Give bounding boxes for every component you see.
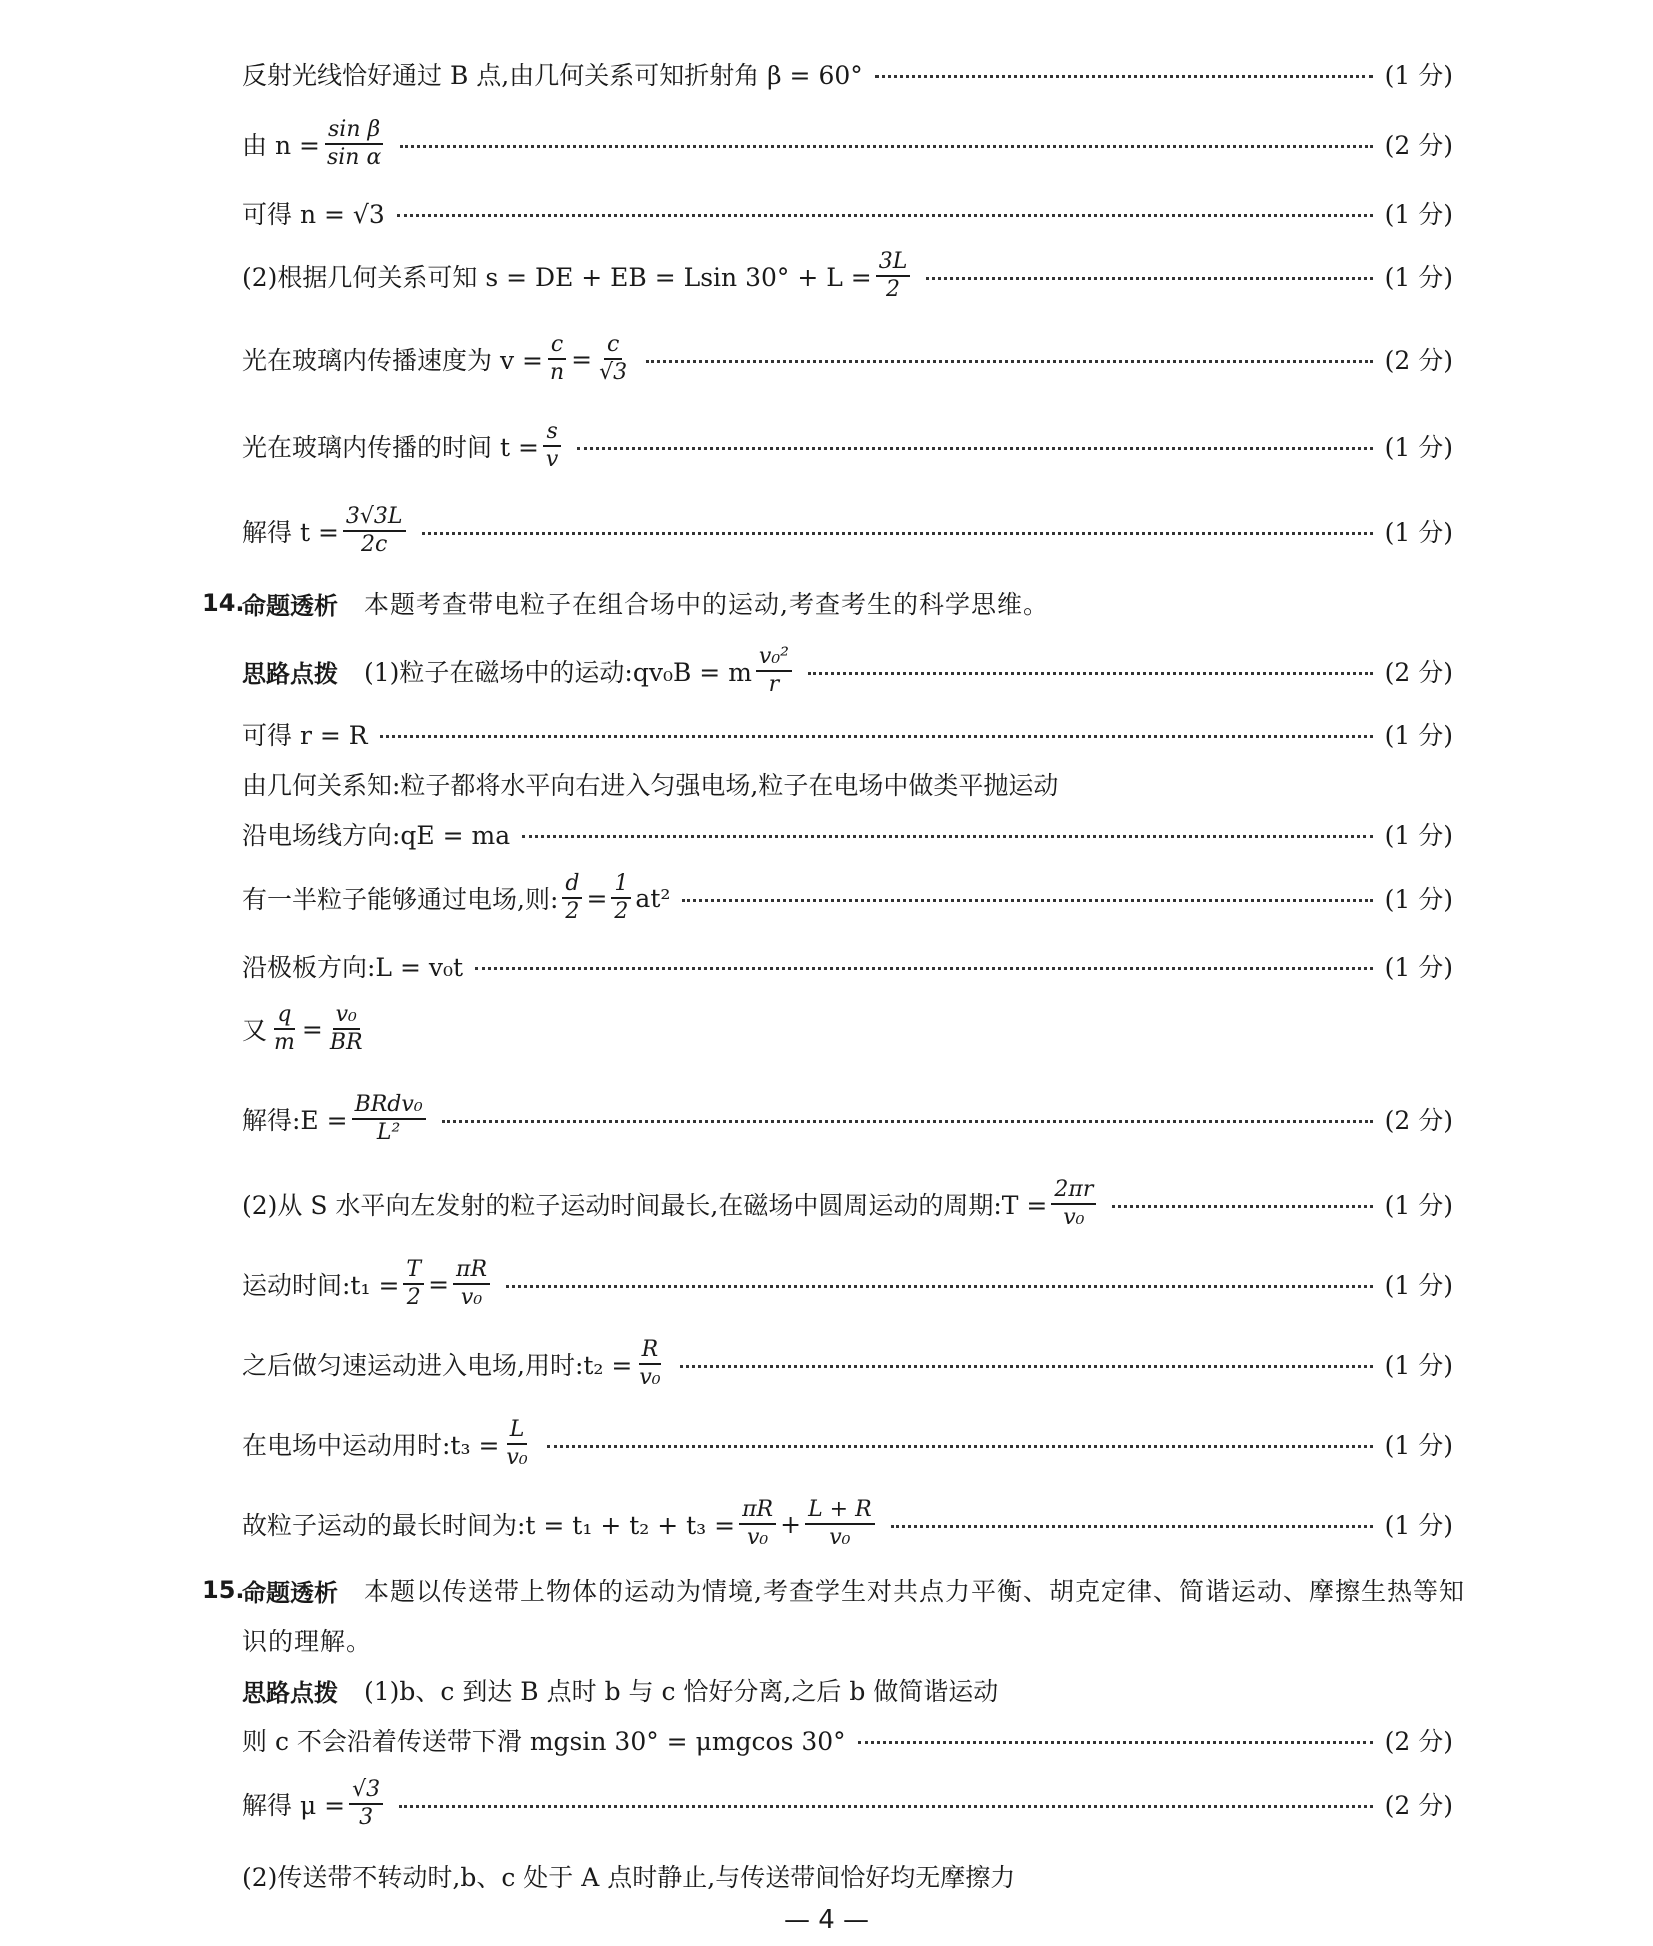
dot-leader — [522, 835, 1372, 838]
score-label: (1 分) — [1384, 263, 1453, 293]
line-text: 解得:E = — [242, 1106, 348, 1136]
line-text: 在电场中运动用时:t₃ = — [242, 1431, 500, 1461]
solution-line — [242, 505, 1453, 557]
fraction-numerator: 3√3L — [343, 505, 406, 532]
dot-leader — [875, 75, 1373, 78]
dot-leader — [442, 1120, 1373, 1123]
fraction — [611, 872, 631, 924]
line-text: (2)从 S 水平向左发射的粒子运动时间最长,在磁场中圆周运动的周期:T = — [242, 1191, 1048, 1221]
fraction — [805, 1498, 875, 1550]
solution-line — [242, 1498, 1453, 1550]
page-number: — 4 — — [783, 1905, 870, 1935]
fraction-denominator: v₀ — [1063, 1205, 1085, 1231]
score-label: (1 分) — [1384, 1271, 1453, 1301]
fraction — [756, 645, 792, 697]
score-label: (2 分) — [1384, 658, 1453, 688]
question-number: 15. — [202, 1576, 245, 1604]
solution-line — [242, 1258, 1453, 1310]
line-text: 沿极板方向:L = v₀t — [242, 953, 464, 982]
fraction — [403, 1258, 424, 1310]
line-text: 识的理解。 — [242, 1627, 373, 1656]
fraction-denominator: v₀ — [746, 1525, 769, 1551]
score-label: (1 分) — [1384, 1511, 1453, 1541]
fraction — [271, 1003, 298, 1055]
solution-line — [242, 56, 1453, 92]
fraction-numerator: q — [274, 1003, 294, 1030]
line-text: at² — [635, 883, 671, 913]
fraction-denominator: 2 — [886, 277, 901, 303]
dot-leader — [547, 1445, 1373, 1448]
solution-line — [242, 250, 1453, 302]
fraction-numerator: πR — [739, 1498, 776, 1525]
solution-line — [242, 1622, 1503, 1658]
line-text: 则 c 不会沿着传送带下滑 mgsin 30° = μmgcos 30° — [242, 1727, 846, 1756]
dot-leader — [808, 672, 1373, 675]
solution-line — [242, 948, 1453, 984]
solution-line — [242, 420, 1453, 472]
fraction — [636, 1338, 663, 1390]
line-text: 本题以传送带上物体的运动为情境,考查学生对共点力平衡、胡克定律、简谐运动、摩擦生热等知 — [364, 1577, 1465, 1606]
solution-line — [242, 195, 1453, 231]
fraction — [876, 250, 911, 302]
fraction-numerator: 1 — [611, 872, 631, 899]
line-text: 沿电场线方向:qE = ma — [242, 821, 511, 850]
fraction — [739, 1498, 776, 1550]
line-text: 本题考查带电粒子在组合场中的运动,考查考生的科学思维。 — [364, 590, 1049, 619]
fraction — [562, 872, 582, 924]
line-text: 由 n = — [242, 131, 320, 161]
fraction — [1051, 1178, 1096, 1230]
solution-line — [242, 333, 1453, 385]
solution-line — [242, 1093, 1453, 1145]
fraction-numerator: T — [403, 1258, 424, 1285]
line-text: 运动时间:t₁ = — [242, 1271, 400, 1301]
section-heading: 命题透析 — [242, 1578, 338, 1607]
line-text: 有一半粒子能够通过电场,则: — [242, 885, 559, 915]
solution-line — [242, 1778, 1453, 1830]
fraction-denominator: v₀ — [639, 1365, 661, 1391]
fraction-denominator: 3 — [359, 1805, 374, 1831]
fraction-numerator: √3 — [349, 1778, 383, 1805]
dot-leader — [577, 447, 1372, 450]
question-heading-15 — [202, 1572, 1503, 1608]
fraction-numerator: L — [507, 1418, 528, 1445]
solution-line — [242, 766, 1503, 802]
fraction-numerator: 3L — [876, 250, 911, 277]
line-text: 光在玻璃内传播速度为 v = — [242, 346, 543, 376]
fraction-denominator: v₀ — [829, 1525, 851, 1551]
fraction — [327, 1003, 366, 1055]
solution-line — [242, 1003, 1503, 1055]
fraction-denominator: m — [274, 1030, 295, 1056]
score-label: (1 分) — [1384, 1431, 1453, 1461]
dot-leader — [1112, 1205, 1372, 1208]
fraction-numerator: v₀ — [333, 1003, 360, 1030]
line-text: 故粒子运动的最长时间为:t = t₁ + t₂ + t₃ = — [242, 1511, 736, 1541]
fraction — [543, 420, 561, 472]
score-label: (1 分) — [1384, 1351, 1453, 1381]
solution-line — [242, 872, 1453, 924]
fraction-denominator: v₀ — [460, 1285, 483, 1311]
line-text: 由几何关系知:粒子都将水平向右进入匀强电场,粒子在电场中做类平抛运动 — [242, 771, 1059, 800]
fraction-denominator: v — [545, 447, 559, 473]
fraction — [503, 1418, 530, 1470]
dot-leader — [475, 967, 1373, 970]
line-text: 可得 n = √3 — [242, 200, 385, 229]
solution-line — [242, 1858, 1503, 1894]
fraction-denominator: 2 — [406, 1285, 421, 1311]
line-text: = — [428, 1269, 450, 1299]
dot-leader — [380, 735, 1373, 738]
score-label: (1 分) — [1384, 821, 1453, 850]
line-text: 解得 t = — [242, 518, 339, 548]
line-text: = — [301, 1014, 323, 1044]
line-text: 解得 μ = — [242, 1791, 346, 1821]
solution-line — [242, 816, 1453, 852]
fraction-numerator: R — [639, 1338, 662, 1365]
dot-leader — [858, 1741, 1373, 1744]
section-heading: 命题透析 — [242, 591, 338, 620]
fraction — [596, 333, 630, 385]
question-number: 14. — [202, 589, 245, 617]
solution-line — [242, 716, 1453, 752]
solution-line — [242, 645, 1453, 697]
fraction — [349, 1778, 383, 1830]
line-text: 又 — [242, 1016, 268, 1046]
fraction-numerator: s — [543, 420, 560, 447]
line-text: 可得 r = R — [242, 721, 368, 750]
fraction-numerator: BRdv₀ — [352, 1093, 426, 1120]
dot-leader — [682, 899, 1372, 902]
score-label: (1 分) — [1384, 1191, 1453, 1221]
solution-line — [242, 1418, 1453, 1470]
fraction-numerator: L + R — [805, 1498, 875, 1525]
dot-leader — [399, 1805, 1373, 1808]
line-text: (1)粒子在磁场中的运动:qv₀B = m — [364, 658, 752, 688]
solution-line — [242, 1672, 1503, 1708]
fraction-numerator: v₀² — [756, 645, 792, 672]
line-text: (2)传送带不转动时,b、c 处于 A 点时静止,与传送带间恰好均无摩擦力 — [242, 1863, 1016, 1892]
score-label: (2 分) — [1384, 1106, 1453, 1136]
dot-leader — [506, 1285, 1373, 1288]
score-label: (1 分) — [1384, 433, 1453, 463]
score-label: (1 分) — [1384, 518, 1453, 548]
fraction — [453, 1258, 490, 1310]
dot-leader — [926, 277, 1372, 280]
section-heading: 思路点拨 — [242, 659, 338, 688]
fraction-denominator: sin α — [326, 145, 382, 171]
score-label: (1 分) — [1384, 61, 1453, 90]
line-text: + — [780, 1509, 802, 1539]
fraction-denominator: r — [768, 672, 780, 698]
line-text: 光在玻璃内传播的时间 t = — [242, 433, 539, 463]
fraction — [324, 118, 384, 170]
score-label: (2 分) — [1384, 1727, 1453, 1756]
fraction-denominator: BR — [329, 1030, 363, 1056]
solution-line — [242, 1178, 1453, 1230]
score-label: (2 分) — [1384, 131, 1453, 161]
fraction-denominator: 2c — [361, 532, 388, 558]
score-label: (1 分) — [1384, 200, 1453, 229]
line-text: (2)根据几何关系可知 s = DE + EB = Lsin 30° + L = — [242, 263, 872, 293]
fraction-denominator: 2 — [614, 899, 629, 925]
dot-leader — [891, 1525, 1373, 1528]
fraction-numerator: c — [548, 333, 566, 360]
question-heading-14 — [202, 585, 1503, 621]
fraction-numerator: 2πr — [1051, 1178, 1096, 1205]
dot-leader — [680, 1365, 1373, 1368]
fraction-denominator: 2 — [565, 899, 580, 925]
solution-line — [242, 1338, 1453, 1390]
fraction-numerator: d — [562, 872, 582, 899]
fraction — [547, 333, 567, 385]
score-label: (1 分) — [1384, 953, 1453, 982]
line-text: = — [586, 883, 608, 913]
fraction-numerator: sin β — [325, 118, 383, 145]
fraction-numerator: πR — [453, 1258, 490, 1285]
fraction-numerator: c — [604, 333, 622, 360]
dot-leader — [400, 145, 1372, 148]
score-label: (2 分) — [1384, 1791, 1453, 1821]
fraction-denominator: v₀ — [506, 1445, 528, 1471]
solution-line — [242, 118, 1453, 170]
line-text: = — [571, 344, 593, 374]
fraction-denominator: n — [549, 360, 565, 386]
dot-leader — [397, 214, 1373, 217]
fraction-denominator: √3 — [599, 360, 628, 386]
line-text: 反射光线恰好通过 B 点,由几何关系可知折射角 β = 60° — [242, 61, 863, 90]
score-label: (1 分) — [1384, 721, 1453, 750]
dot-leader — [646, 360, 1373, 363]
fraction — [343, 505, 406, 557]
fraction-denominator: L² — [376, 1120, 401, 1146]
solution-line — [242, 1722, 1453, 1758]
line-text: (1)b、c 到达 B 点时 b 与 c 恰好分离,之后 b 做简谐运动 — [364, 1677, 999, 1706]
fraction — [352, 1093, 426, 1145]
line-text: 之后做匀速运动进入电场,用时:t₂ = — [242, 1351, 633, 1381]
score-label: (1 分) — [1384, 885, 1453, 915]
section-heading: 思路点拨 — [242, 1678, 338, 1707]
score-label: (2 分) — [1384, 346, 1453, 376]
dot-leader — [422, 532, 1373, 535]
